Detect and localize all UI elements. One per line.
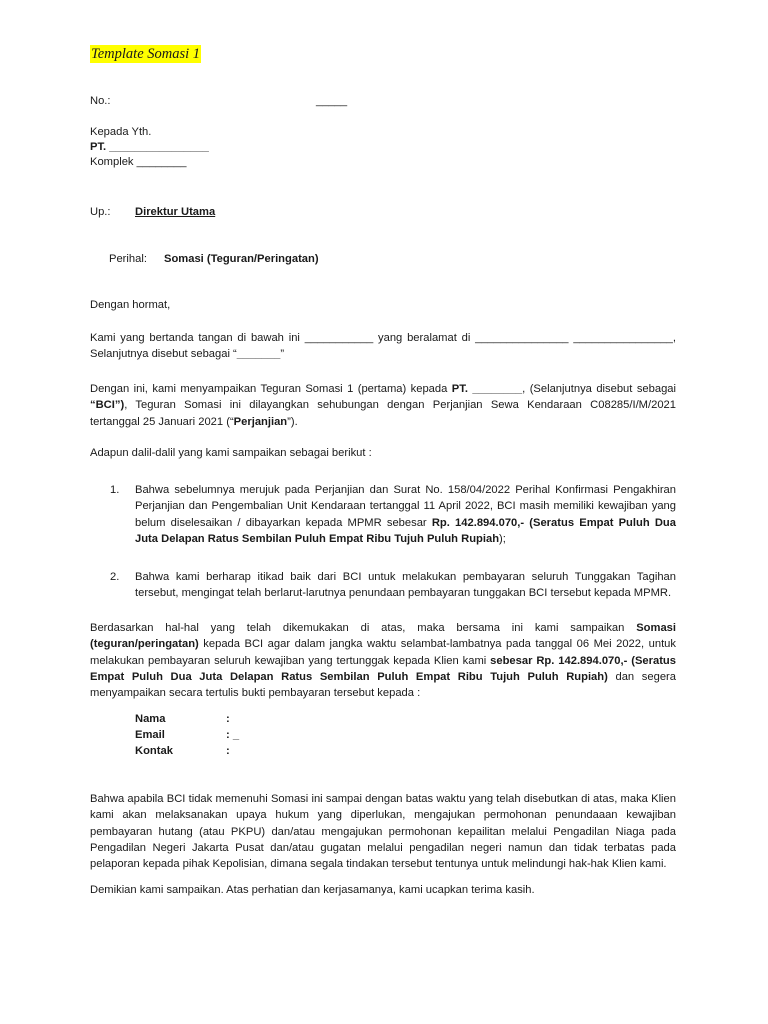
list-item-text: Bahwa kami berharap itikad baik dari BCI untuk melakukan pembayaran seluruh Tunggakan Tagihan tersebut, mengingat telah berlarut-larutnya penundaan pembayaran tunggakan BCI tersebut kepada MPMR. xyxy=(135,571,676,600)
number-label: No.: xyxy=(90,95,111,107)
perihal-value: Somasi (Teguran/Peringatan) xyxy=(164,253,319,265)
number-blank: _____ xyxy=(316,95,348,107)
paragraph-somasi-notice: Dengan ini, kami menyampaikan Teguran Somasi 1 (pertama) kepada PT. ________, (Selanjutnya disebut sebagai “BCI”), Teguran Somasi ini dilayangkan sehubungan dengan Perjanjian Sewa Kendaraan C08285/I/M/2021 tertanggal 25 Januari 2021 (“Perjanjian”). xyxy=(90,383,677,428)
addressee-intro: Kepada Yth. xyxy=(90,126,152,138)
addressee-company: PT. ________________ xyxy=(90,141,209,153)
list-item-number: 2. xyxy=(110,571,120,583)
paragraph-closing: Demikian kami sampaikan. Atas perhatian dan kerjasamanya, kami ucapkan terima kasih. xyxy=(90,884,535,896)
greeting: Dengan hormat, xyxy=(90,299,171,311)
list-item-text: Bahwa sebelumnya merujuk pada Perjanjian dan Surat No. 158/04/2022 Perihal Konfirmasi Pengakhiran Perjanjian dan Pengembalian Unit Kendaraan tertanggal 11 April 2022, BCI masih memiliki kewajiban yang belum diselesaikan / dibayarkan kepada MPMR sebesar Rp. 142.894.070,- (Seratus Empat Puluh Dua Juta Delapan Ratus Sembilan Puluh Empat Ribu Tujuh Puluh Rupiah); xyxy=(135,484,676,545)
addressee-komplek: Komplek ________ xyxy=(90,156,187,168)
up-value: Direktur Utama xyxy=(135,206,216,218)
document-title: Template Somasi 1 xyxy=(91,46,201,62)
up-label: Up.: xyxy=(90,206,111,218)
document-page: Template Somasi 1 No.: _____ Kepada Yth. PT. ________________ Komplek ________ Up.: Direktur Utama Perihal: Somasi (Teguran/Peringatan) Dengan hormat, Kami yang bertanda tangan di bawah ini ___________ yang beralamat di _______________ ________________, Selanjutnya disebut sebagai “_______” Dengan ini, kami menyampaikan Teguran Somasi 1 (pertama) kepada PT. ________, (Selanjutnya disebut sebagai “BCI”), Teguran Somasi ini dilayangkan sehubungan dengan Perjanjian Sewa Kendaraan C08285/I/M/2021 tertanggal 25 Januari 2021 (“Perjanjian”). Adapun dalil-dalil yang kami sampaikan sebagai berikut : 1. Bahwa sebelumnya merujuk pada Perjanjian dan Surat No. 158/04/2022 Perihal Konfirmasi Pengakhiran Perjanjian dan Pengembalian Unit Kendaraan tertanggal 11 April 2022, BCI masih memiliki kewajiban yang belum diselesaikan / dibayarkan kepada MPMR sebesar Rp. 142.894.070,- (Seratus Empat Puluh Dua Juta Delapan Ratus Sembilan Puluh Empat Ribu Tujuh Puluh Rupiah); 2. Bahwa kami berharap itikad baik dari BCI untuk melakukan pembayaran seluruh Tunggakan Tagihan tersebut, mengingat telah berlarut-larutnya penundaan pembayaran tunggakan BCI tersebut kepada MPMR. Berdasarkan hal-hal yang telah dikemukakan di atas, maka bersama ini kami sampaikan Somasi (teguran/peringatan) kepada BCI agar dalam jangka waktu selambat-lambatnya pada tanggal 06 Mei 2022, untuk melakukan pembayaran seluruh kewajiban yang tertunggak kepada Klien kami sebesar Rp. 142.894.070,- (Seratus Empat Puluh Dua Juta Delapan Ratus Sembilan Puluh Empat Ribu Tujuh Puluh Rupiah) dan segera menyampaikan secara tertulis bukti pembayaran tersebut kepada : Nama : Email : _ Kontak : Bahwa apabila BCI tidak memenuhi Somasi ini sampai dengan batas waktu yang telah disebutkan di atas, maka Klien kami akan melaksanakan upaya hukum yang diperlukan, mengajukan permohonan penundaaan kewajiban pembayaran hutang (atau PKPU) dan/atau mengajukan permohonan kepailitan melalui Pengadilan Niaga pada Pengadilan Negeri Jakarta Pusat dan/atau gugatan melalui pengadilan negeri namun dan tidak terbatas pada pelaporan kepada pihak Kepolisian, dimana segala tindakan tersebut tentunya untuk melindungi hak-hak Klien kami. Demikian kami sampaikan. Atas perhatian dan kerjasamanya, kami ucapkan terima kasih. xyxy=(90,46,677,896)
list-item-number: 1. xyxy=(110,484,120,496)
paragraph-arguments-intro: Adapun dalil-dalil yang kami sampaikan sebagai berikut : xyxy=(90,447,372,459)
paragraph-introduction: Kami yang bertanda tangan di bawah ini ___________ yang beralamat di _______________ ________________, Selanjutnya disebut sebagai “_______” xyxy=(90,332,676,361)
paragraph-consequences: Bahwa apabila BCI tidak memenuhi Somasi ini sampai dengan batas waktu yang telah disebutkan di atas, maka Klien kami akan melaksanakan upaya hukum yang diperlukan, mengajukan permohonan penundaaan kewajiban pembayaran hutang (atau PKPU) dan/atau mengajukan permohonan kepailitan melalui Pengadilan Niaga pada Pengadilan Negeri Jakarta Pusat dan/atau gugatan melalui pengadilan negeri namun dan tidak terbatas pada pelaporan kepada pihak Kepolisian, dimana segala tindakan tersebut tentunya untuk melindungi hak-hak Klien kami. xyxy=(90,793,676,871)
perihal-label: Perihal: xyxy=(109,253,147,265)
paragraph-demand: Berdasarkan hal-hal yang telah dikemukakan di atas, maka bersama ini kami sampaikan Somasi (teguran/peringatan) kepada BCI agar dalam jangka waktu selambat-lambatnya pada tanggal 06 Mei 2022, untuk melakukan pembayaran seluruh kewajiban yang tertunggak kepada Klien kami sebesar Rp. 142.894.070,- (Seratus Empat Puluh Dua Juta Delapan Ratus Sembilan Puluh Empat Ribu Tujuh Puluh Rupiah) dan segera menyampaikan secara tertulis bukti pembayaran tersebut kepada : xyxy=(90,622,676,700)
